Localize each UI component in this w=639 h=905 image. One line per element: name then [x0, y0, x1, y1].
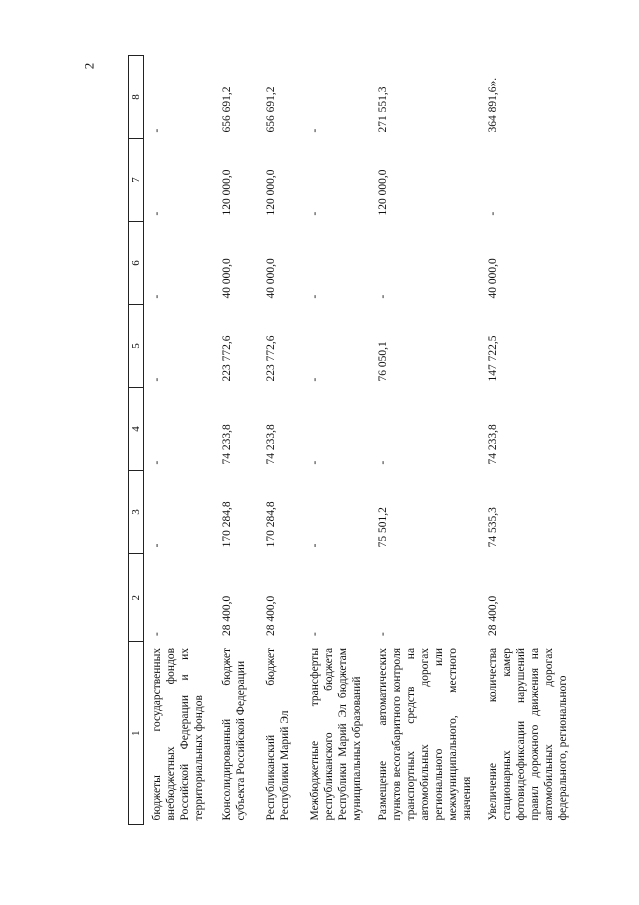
table-cell: 74 233,8: [221, 424, 233, 465]
table-cell: -: [151, 377, 163, 382]
table-row: [370, 56, 480, 825]
row-label: бюджеты государственных внебюджетных фондов Российской Федерации и их территориальных фондов: [151, 647, 205, 821]
table-cell: 120 000,0: [221, 169, 233, 216]
table-cell: 74 233,8: [265, 424, 277, 465]
table-cell: 656 691,2: [221, 86, 233, 133]
table-cell: -: [309, 632, 321, 636]
table-row: [214, 56, 258, 825]
budget-table: [128, 55, 584, 825]
page-number: 2: [81, 62, 97, 70]
rotated-page-content: [128, 55, 624, 825]
table-cell: 28 400,0: [487, 595, 499, 636]
column-header: 3: [129, 470, 144, 553]
column-header: 5: [129, 304, 144, 387]
table-cell: -: [151, 632, 163, 636]
header-row: [129, 56, 144, 825]
column-header: 7: [129, 139, 144, 222]
table-cell: 28 400,0: [265, 595, 277, 636]
row-label: Республиканский бюджет Республики Марий Эл: [265, 647, 291, 821]
column-header: 6: [129, 221, 144, 304]
table-cell: 74 535,3: [487, 507, 499, 548]
table-cell: 147 722,5: [487, 335, 499, 382]
table-cell: -: [309, 211, 321, 216]
table-cell: -: [487, 211, 499, 216]
table-cell: 74 233,8: [487, 424, 499, 465]
table-cell: -: [377, 460, 389, 465]
table-cell: -: [151, 460, 163, 465]
column-header: 2: [129, 553, 144, 642]
table-cell: -: [377, 632, 389, 636]
table-cell: 120 000,0: [377, 169, 389, 216]
table-cell: -: [309, 460, 321, 465]
table-row: [258, 56, 302, 825]
table-row: [144, 56, 215, 825]
table-cell: -: [309, 543, 321, 548]
table-cell: -: [309, 128, 321, 133]
table-row: [480, 56, 584, 825]
table-cell: -: [151, 128, 163, 133]
table-cell: 40 000,0: [487, 258, 499, 299]
table-cell: -: [151, 294, 163, 299]
row-label: Увеличение количества стационарных камер фотовидеофиксации нарушений правил дорожного движения на автомобильных дорогах федерального, регионального: [487, 647, 569, 821]
table-cell: 170 284,8: [221, 501, 233, 548]
table-cell: 40 000,0: [265, 258, 277, 299]
row-label: Консолидированный бюджет субъекта Российской Федерации: [221, 647, 247, 821]
table-cell: -: [309, 377, 321, 382]
row-label: Межбюджетные трансферты республиканского бюджета Республики Марий Эл бюджетам муниципальных образований: [309, 647, 363, 821]
table-cell: -: [309, 294, 321, 299]
table-cell: 170 284,8: [265, 501, 277, 548]
table-cell: 28 400,0: [221, 595, 233, 636]
table-cell: 364 891,6».: [487, 77, 499, 133]
table-cell: -: [377, 294, 389, 299]
table-cell: 223 772,6: [265, 335, 277, 382]
table-cell: 76 050,1: [377, 341, 389, 382]
table-cell: 271 551,3: [377, 86, 389, 133]
table-cell: 223 772,6: [221, 335, 233, 382]
column-header: 1: [129, 642, 144, 825]
table-cell: 75 501,2: [377, 507, 389, 548]
column-header: 8: [129, 56, 144, 139]
table-cell: 656 691,2: [265, 86, 277, 133]
table-cell: -: [151, 211, 163, 216]
row-label: Размещение автоматических пунктов весогабаритного контроля транспортных средств на автомобильных дорогах регионального или межмуниципального, местного значения: [377, 647, 473, 821]
column-header: 4: [129, 387, 144, 470]
table-cell: -: [151, 543, 163, 548]
table-cell: 120 000,0: [265, 169, 277, 216]
table-cell: 40 000,0: [221, 258, 233, 299]
table-row: [302, 56, 370, 825]
